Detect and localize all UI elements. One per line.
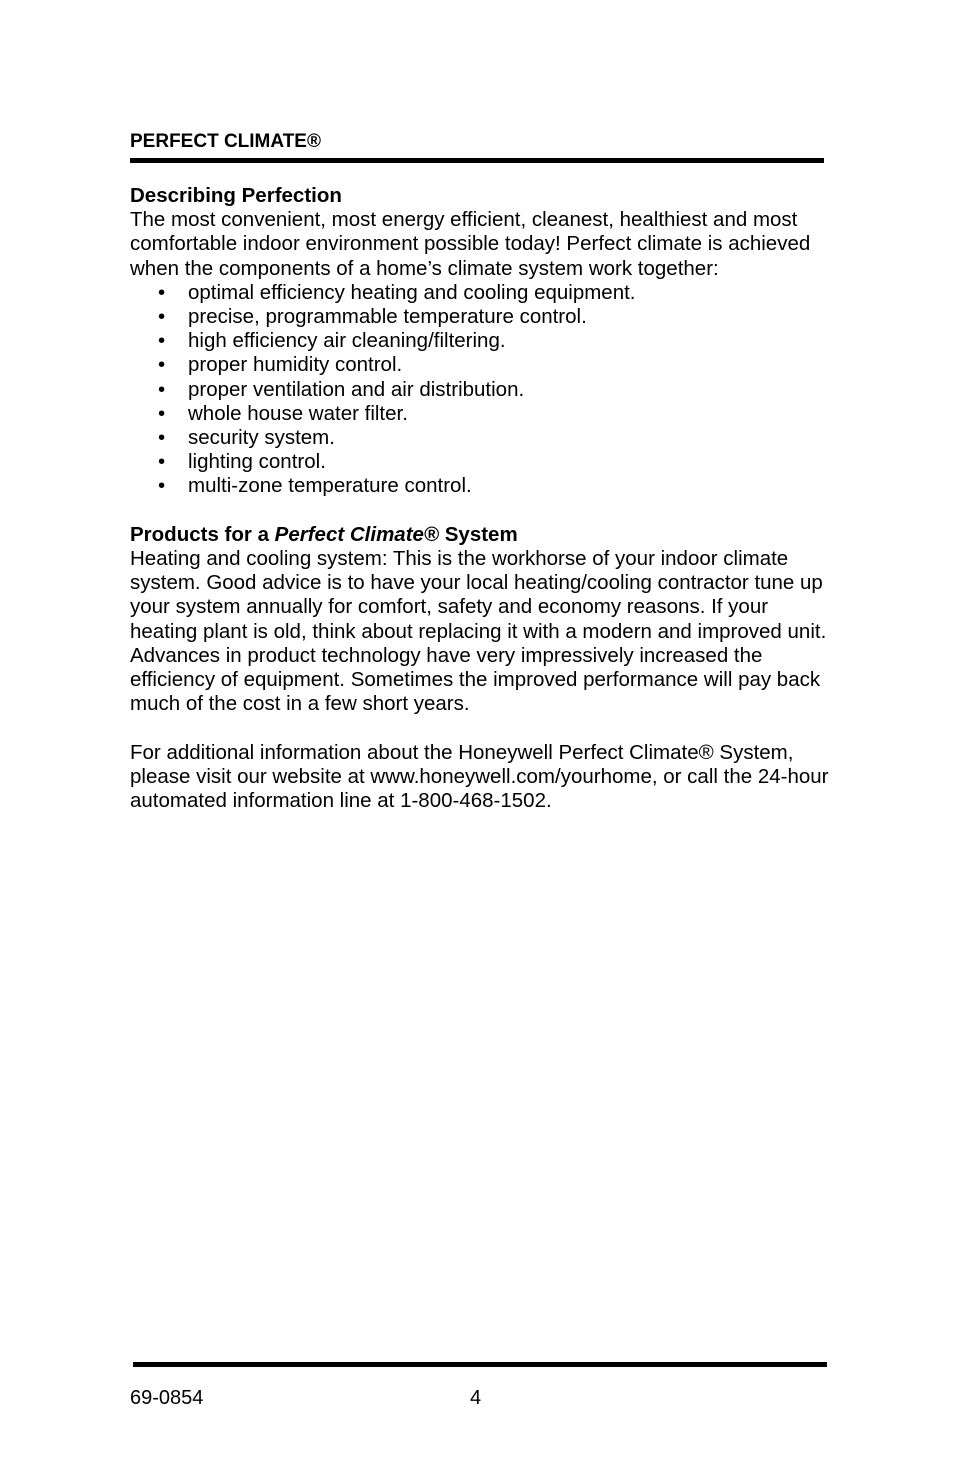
bullet-icon: • xyxy=(158,426,166,450)
list-item-text: security system. xyxy=(188,426,335,450)
page-number: 4 xyxy=(470,1387,482,1409)
section-heading-describing-perfection: Describing Perfection xyxy=(130,184,342,207)
list-item xyxy=(130,305,830,329)
page-header-title: PERFECT CLIMATE® xyxy=(130,131,321,152)
list-item xyxy=(130,402,830,426)
heading-suffix: System xyxy=(439,522,518,546)
additional-info-paragraph: For additional information about the Honeywell Perfect Climate® System, please visit our website at www.honeywell.com/yourhome, or call the 24-hour automated information line at 1-800-468-1502. xyxy=(130,740,829,813)
list-item xyxy=(130,426,830,450)
section-intro-paragraph: The most convenient, most energy efficient, cleanest, healthiest and most comfortable indoor environment possible today! Perfect climate is achieved when the components of a home’s climate system work together: xyxy=(130,208,811,280)
list-item-text: multi-zone temperature control. xyxy=(188,474,472,498)
list-item xyxy=(130,353,830,377)
main-content xyxy=(130,184,830,813)
heating-cooling-paragraph: Heating and cooling system: This is the workhorse of your indoor climate system. Good advice is to have your local heating/cooling contractor tune up your system annually for comfort, safety and economy reasons. If your heating plant is old, think about replacing it with a modern and improved unit. Advances in product technology have very impressively increased the efficiency of equipment. Sometimes the improved performance will pay back much of the cost in a few short years. xyxy=(130,547,827,716)
bullet-icon: • xyxy=(158,353,166,377)
bullet-icon: • xyxy=(158,280,166,304)
list-item-text: precise, programmable temperature control. xyxy=(188,305,587,329)
heading-prefix: Products for a xyxy=(130,522,275,546)
list-item-text: whole house water filter. xyxy=(188,401,408,425)
heading-italic-brand: Perfect Climate® xyxy=(274,522,440,546)
section-heading-products xyxy=(130,523,830,547)
climate-components-list xyxy=(130,281,830,499)
list-item-text: lighting control. xyxy=(188,450,326,474)
list-item-text: high efficiency air cleaning/filtering. xyxy=(188,329,506,353)
list-item-text: proper ventilation and air distribution. xyxy=(188,377,525,401)
list-item xyxy=(130,281,830,305)
list-item xyxy=(130,474,830,498)
list-item-text: proper humidity control. xyxy=(188,353,403,377)
bullet-icon: • xyxy=(158,450,166,474)
bullet-icon: • xyxy=(158,377,166,401)
bullet-icon: • xyxy=(158,305,166,329)
list-item xyxy=(130,329,830,353)
paragraph-spacer xyxy=(130,499,830,523)
header-rule xyxy=(130,158,824,163)
list-item-text: optimal efficiency heating and cooling equipment. xyxy=(188,280,636,304)
bullet-icon: • xyxy=(158,401,166,425)
list-item xyxy=(130,378,830,402)
paragraph-spacer xyxy=(130,716,830,740)
bullet-icon: • xyxy=(158,329,166,353)
bullet-icon: • xyxy=(158,474,166,498)
list-item xyxy=(130,450,830,474)
footer-rule xyxy=(133,1362,827,1367)
document-number: 69-0854 xyxy=(130,1387,204,1409)
